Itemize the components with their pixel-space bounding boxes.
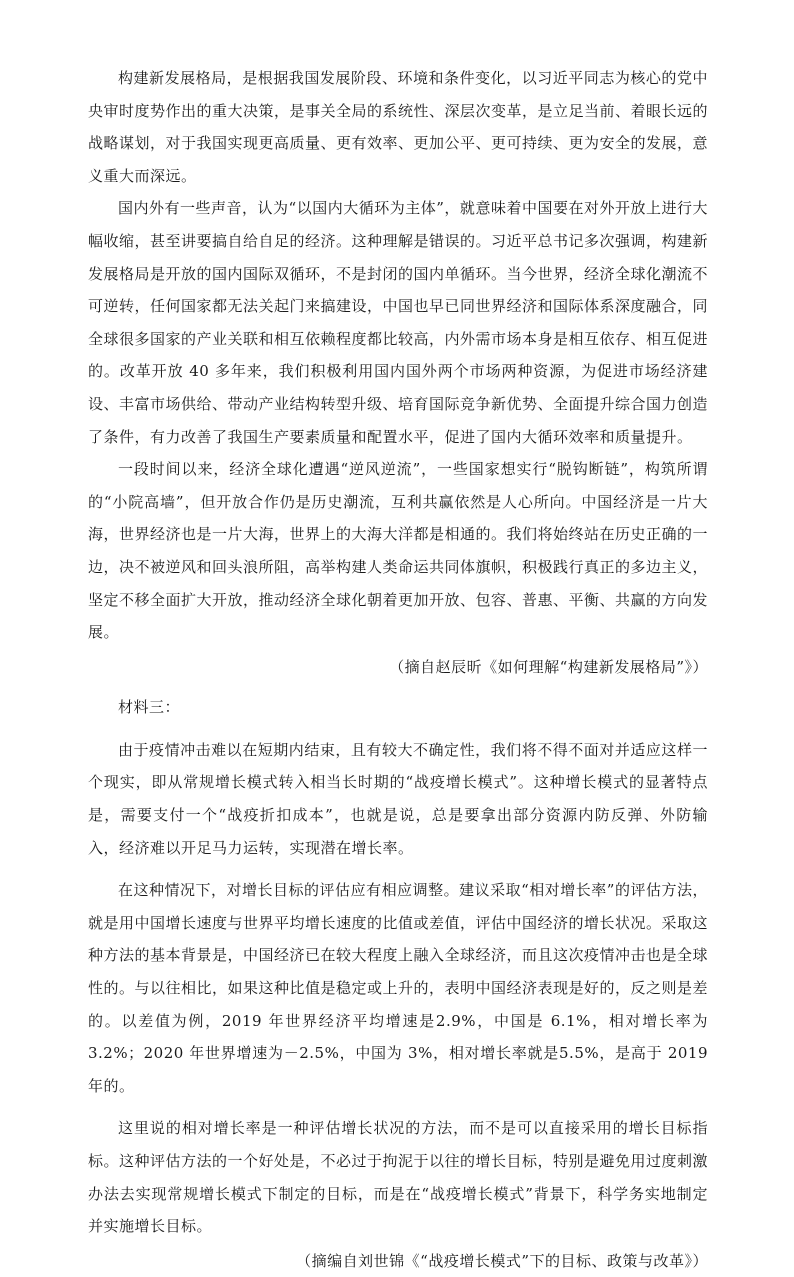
material-three-section — [88, 691, 708, 1277]
material-two-section — [88, 62, 708, 683]
source-citation: （摘编自刘世锦《“战疫增长模式”下的目标、政策与改革》） — [296, 1251, 708, 1270]
section-label: 材料三： — [118, 698, 181, 717]
paragraph: 构建新发展格局，是根据我国发展阶段、环境和条件变化，以习近平同志为核心的党中央审时度势作出的重大决策，是事关全局的系统性、深层次变革，是立足当前、着眼长远的战略谋划，对于我国实现更高质量、更有效率、更加公平、更可持续、更为安全的发展，意义重大而深远。 — [88, 69, 709, 185]
source-citation: （摘自赵辰昕《如何理解“构建新发展格局”》） — [389, 657, 708, 676]
paragraph: 这里说的相对增长率是一种评估增长状况的方法，而不是可以直接采用的增长目标指标。这种评估方法的一个好处是，不必过于拘泥于以往的增长目标，特别是避免用过度刺激办法去实现常规增长模式下制定的目标，而是在“战疫增长模式”背景下，科学务实地制定并实施增长目标。 — [88, 1119, 709, 1236]
paragraph: 在这种情况下，对增长目标的评估应有相应调整。建议采取“相对增长率”的评估方法，就是用中国增长速度与世界平均增长速度的比值或差值，评估中国经济的增长状况。采取这种方法的基本背景是，中国经济已在较大程度上融入全球经济，而且这次疫情冲击也是全球性的。与以往相比，如果这种比值是稳定或上升的，表明中国经济表现是好的，反之则是差的。以差值为例，2019 年世界经济平均增速是2.9%，中国是 6.1%，相对增长率为 3.2%；2020 年世界增速为－2.5%，中国为 3%，相对增长率就是5.5%，是高于 2019 年的。 — [88, 881, 709, 1095]
paragraph: 国内外有一些声音，认为“以国内大循环为主体”，就意味着中国要在对外开放上进行大幅收缩，甚至讲要搞自给自足的经济。这种理解是错误的。习近平总书记多次强调，构建新发展格局是开放的国内国际双循环，不是封闭的国内单循环。当今世界，经济全球化潮流不可逆转，任何国家都无法关起门来搞建设，中国也早已同世界经济和国际体系深度融合，同全球很多国家的产业关联和相互依赖程度都比较高，内外需市场本身是相互依存、相互促进的。改革开放 40 多年来，我们积极利用国内国外两个市场两种资源，为促进市场经济建设、丰富市场供给、带动产业结构转型升级、培育国际竞争新优势、全面提升综合国力创造了条件，有力改善了我国生产要素质量和配置水平，促进了国内大循环效率和质量提升。 — [88, 199, 709, 446]
paragraph: 一段时间以来，经济全球化遭遇“逆风逆流”，一些国家想实行“脱钩断链”，构筑所谓的“小院高墙”，但开放合作仍是历史潮流，互利共赢依然是人心所向。中国经济是一片大海，世界经济也是一片大海，世界上的大海大洋都是相通的。我们将始终站在历史正确的一边，决不被逆风和回头浪所阻，高举构建人类命运共同体旗帜，积极践行真正的多边主义，坚定不移全面扩大开放，推动经济全球化朝着更加开放、包容、普惠、平衡、共赢的方向发展。 — [88, 460, 709, 642]
paragraph: 由于疫情冲击难以在短期内结束，且有较大不确定性，我们将不得不面对并适应这样一个现实，即从常规增长模式转入相当长时期的“战疫增长模式”。这种增长模式的显著特点是，需要支付一个“战疫折扣成本”，也就是说，总是要拿出部分资源内防反弹、外防输入，经济难以开足马力运转，实现潜在增长率。 — [88, 740, 708, 857]
